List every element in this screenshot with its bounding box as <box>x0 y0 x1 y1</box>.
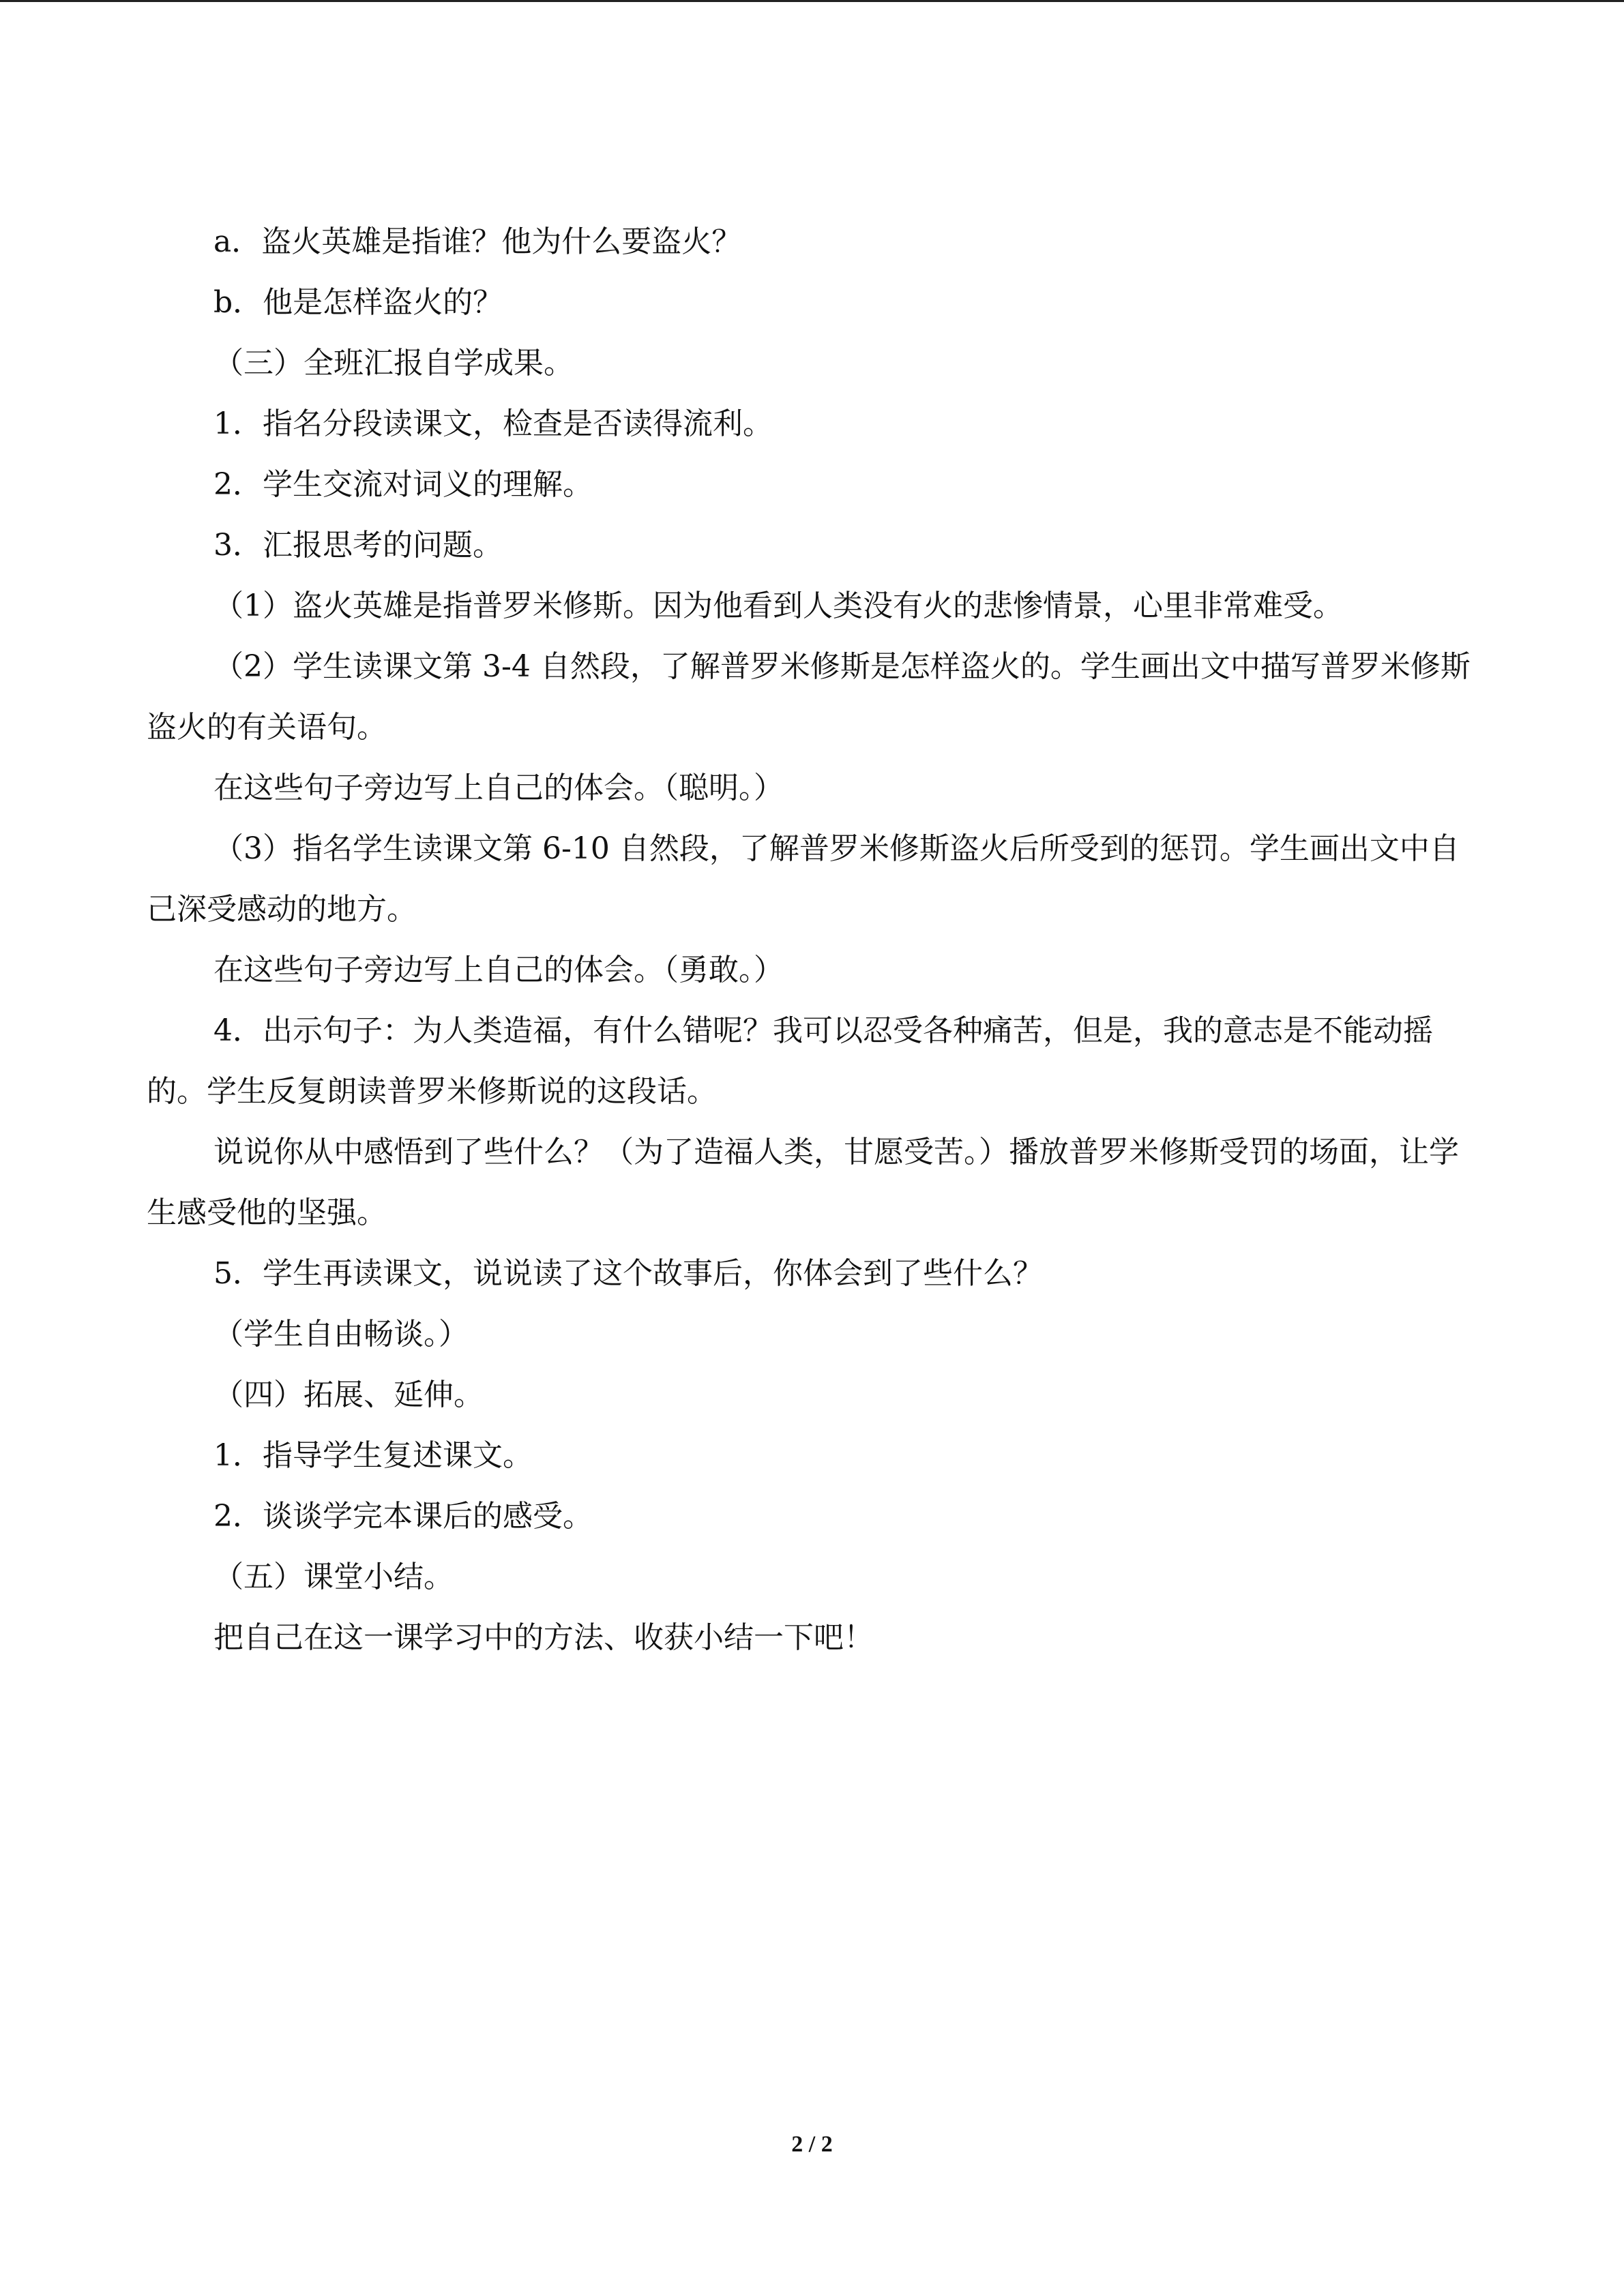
paragraph: 4．出示句子：为人类造福，有什么错呢？我可以忍受各种痛苦，但是，我的意志是不能动摇的。学生反复朗读普罗米修斯说的这段话。 <box>147 1013 1433 1109</box>
paragraph: 2．谈谈学完本课后的感受。 <box>213 1499 593 1534</box>
section-heading: （四）拓展、延伸。 <box>213 1377 484 1412</box>
section-heading: （五）课堂小结。 <box>213 1560 454 1594</box>
paragraph: 1．指名分段读课文，检查是否读得流利。 <box>213 406 773 441</box>
paragraph: 3．汇报思考的问题。 <box>213 528 503 563</box>
document-body <box>147 211 1477 1668</box>
paragraph: 2．学生交流对词义的理解。 <box>213 467 593 502</box>
paragraph: 说说你从中感悟到了些什么？（为了造福人类，甘愿受苦。）播放普罗米修斯受罚的场面，让学生感受他的坚强。 <box>147 1135 1459 1230</box>
paragraph: （1）盗火英雄是指普罗米修斯。因为他看到人类没有火的悲惨情景，心里非常难受。 <box>213 588 1343 623</box>
paragraph: 5．学生再读课文，说说读了这个故事后，你体会到了些什么？ <box>213 1256 1043 1291</box>
paragraph: 在这些句子旁边写上自己的体会。（聪明。） <box>213 771 784 805</box>
paragraph: （2）学生读课文第 3-4 自然段，了解普罗米修斯是怎样盗火的。学生画出文中描写普罗米修斯盗火的有关语句。 <box>147 649 1471 745</box>
paragraph: b．他是怎样盗火的？ <box>213 285 503 320</box>
paragraph: 1．指导学生复述课文。 <box>213 1438 533 1473</box>
page-number: 2 / 2 <box>791 2132 833 2157</box>
paragraph: 在这些句子旁边写上自己的体会。（勇敢。） <box>213 953 784 987</box>
paragraph: （3）指名学生读课文第 6-10 自然段，了解普罗米修斯盗火后所受到的惩罚。学生画出文中自己深受感动的地方。 <box>147 831 1460 927</box>
section-heading: （三）全班汇报自学成果。 <box>213 346 574 381</box>
paragraph: （学生自由畅谈。） <box>213 1317 469 1352</box>
paragraph: a．盗火英雄是指谁？他为什么要盗火？ <box>213 224 742 259</box>
paragraph: 把自己在这一课学习中的方法、收获小结一下吧！ <box>213 1620 874 1655</box>
page-top-border <box>0 0 1624 2</box>
